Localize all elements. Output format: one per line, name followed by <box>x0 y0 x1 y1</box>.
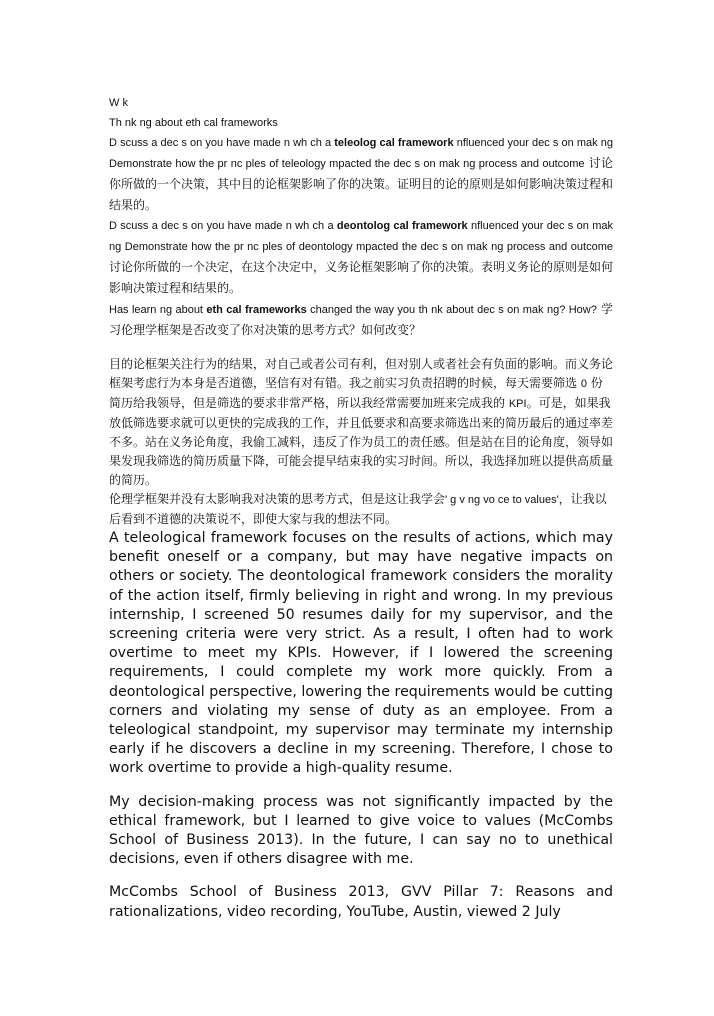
question-2-translation: 讨论你所做的一个决定，在这个决定中，义务论框架影响了你的决策。表明义务论的原则是如何影响决策过程和结果的。 <box>109 260 614 295</box>
spacer <box>109 779 613 793</box>
en-answer-paragraph-1: A teleological framework focuses on the results of actions, which may benefit oneself or a company, but may have negative impacts on others or society. The deontological framework considers the morality of the action itself, firmly believing in right and wrong. In my previous internship, I screened 50 resumes daily for my supervisor, and the screening criteria were very strict. As a result, I often had to work overtime to meet my KPIs. However, if I lowered the screening requirements, I could complete my work more quickly. From a deontological perspective, lowering the requirements would be cutting corners and violating my sense of duty as an employee. From a teleological standpoint, my supervisor may terminate my internship early if he discovers a decline in my screening. Therefore, I chose to work overtime to provide a high-quality resume. <box>109 530 613 777</box>
question-1-translation: 讨论你所做的一个决策，其中目的论框架影响了你的决策。证明目的论的原则是如何影响决策过程和结果的。 <box>109 156 614 212</box>
reference-entry: McCombs School of Business 2013, GVV Pillar 7: Reasons and rationalizations, video recording, YouTube, Austin, viewed 2 July <box>109 884 613 920</box>
kpi-term: KPI <box>508 398 527 410</box>
question-3: Has learn ng about eth cal frameworks changed the way you th nk about dec s on mak ng? How? 学习伦理学框架是否改变了你对决策的思考方式？如何改变？ <box>109 302 614 337</box>
subtitle: Th nk ng about eth cal frameworks <box>109 117 278 129</box>
question-1: D scuss a dec s on you have made n wh ch a teleolog cal framework nfluenced your dec s on mak ng Demonstrate how the pr nc ples of teleology mpacted the dec s on mak ng process and outcome 讨论你所做的一个决策，其中目的论框架影响了你的决策。证明目的论的原则是如何影响决策过程和结果的。 <box>109 137 614 212</box>
question-3-translation: 学习伦理学框架是否改变了你对决策的思考方式？如何改变？ <box>109 302 614 337</box>
spacer <box>109 341 613 355</box>
spacer <box>109 869 613 883</box>
question-2: D scuss a dec s on you have made n wh ch a deontolog cal framework nfluenced your dec s on mak ng Demonstrate how the pr nc ples of deontology mpacted the dec s on mak ng process and outcome 讨论你所做的一个决定，在这个决定中，义务论框架影响了你的决策。表明义务论的原则是如何影响决策过程和结果的。 <box>109 220 614 295</box>
en-answer-paragraph-2: My decision-making process was not significantly impacted by the ethical framework, but I learned to give voice to values (McCombs School of Business 2013). In the future, I can say no to unethical decisions, even if others disagree with me. <box>109 793 613 868</box>
question-3-keyword: eth cal frameworks <box>206 304 307 316</box>
question-1-keyword: teleolog cal framework <box>334 137 454 149</box>
question-2-keyword: deontolog cal framework <box>336 220 468 232</box>
zh-answer-paragraph-1: 目的论框架关注行为的结果，对自己或者公司有利，但对别人或者社会有负面的影响。而义务论框架考虑行为本身是否道德，坚信有对有错。我之前实习负责招聘的时候，每天需要筛选 0 份简历给我领导，但是筛选的要求非常严格，所以我经常需要加班来完成我的 KPI。可是，如果我放低筛选要求就可以更快的完成我的工作，并且低要求和高要求筛选出来的简历最后的通过率差不多。站在义务论角度，我偷工减料，违反了作为员工的责任感。但是站在目的论角度，领导如果发现我筛选的简历质量下降，可能会提早结束我的实习时间。所以，我选择加班以提供高质量的简历。 <box>109 357 614 487</box>
resume-count: 0 <box>580 378 587 390</box>
document-body <box>109 93 613 922</box>
gvv-quote: ' g v ng vo ce to values' <box>445 494 559 506</box>
week-heading: W k <box>109 97 128 109</box>
zh-answer-paragraph-2: 伦理学框架并没有太影响我对决策的思考方式，但是这让我学会' g v ng vo ce to values'，让我以后看到不道德的决策说不，即使大家与我的想法不同。 <box>109 492 607 526</box>
